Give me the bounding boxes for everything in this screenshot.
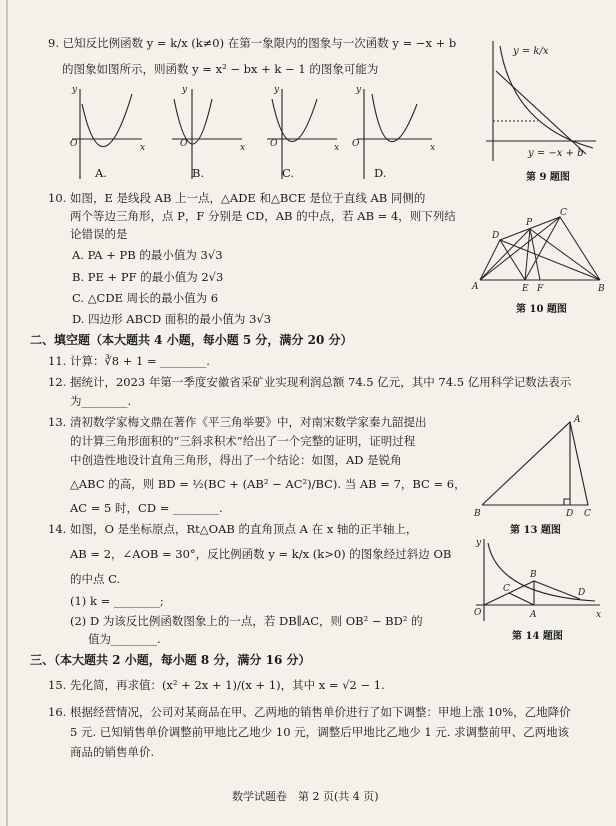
svg-text:O: O xyxy=(180,139,188,149)
svg-text:A: A xyxy=(472,282,479,292)
q16-line3: 商品的销售单价. xyxy=(70,745,155,759)
q13-line1: 13. 清初数学家梅文鼎在著作《平三角举要》中，对南宋数学家秦九韶提出 xyxy=(48,415,427,429)
q9-figure-line-label: y = −x + b xyxy=(528,148,584,159)
svg-text:A: A xyxy=(530,610,537,620)
q9-option-c: C. xyxy=(282,166,295,180)
svg-text:P: P xyxy=(526,218,533,228)
q11: 11. 计算：∛8 + 1 = ________. xyxy=(48,354,210,368)
svg-text:E: E xyxy=(522,284,529,294)
q16-line2: 5 元. 已知销售单价调整前甲地比乙地少 10 元，调整后甲地比乙地少 1 元. 求调整前甲、乙两地该 xyxy=(70,725,570,739)
svg-text:x: x xyxy=(334,143,340,153)
q10-option-a: A. PA + PB 的最小值为 3√3 xyxy=(72,248,223,262)
page-footer: 数学试题卷 第 2 页(共 4 页) xyxy=(232,790,379,803)
q12-line2: 为________. xyxy=(70,394,132,408)
q13-figure xyxy=(470,410,600,520)
q12-line1: 12. 据统计，2023 年第一季度安徽省采矿业实现利润总额 74.5 亿元，其中 74.5 亿用科学记数法表示 xyxy=(48,375,572,389)
q13-line2: 的计算三角形面积的“三斜求积术”给出了一个完整的证明，证明过程 xyxy=(70,434,416,448)
binding-line xyxy=(6,0,8,826)
svg-text:A: A xyxy=(574,415,581,425)
svg-text:y: y xyxy=(72,85,78,95)
svg-text:D: D xyxy=(578,588,586,598)
svg-text:D: D xyxy=(492,231,500,241)
q9-figure-curve-label: y = k/x xyxy=(513,46,549,57)
q14-line2: AB = 2，∠AOB = 30°，反比例函数 y = k/x (k>0) 的图象经过斜边 OB xyxy=(70,547,452,561)
svg-text:x: x xyxy=(596,610,602,620)
svg-text:y: y xyxy=(476,538,482,548)
section-3-heading: 三、（本大题共 2 小题，每小题 8 分，满分 16 分） xyxy=(30,653,311,667)
q10-option-b: B. PE + PF 的最小值为 2√3 xyxy=(72,270,224,284)
svg-text:C: C xyxy=(584,509,591,519)
svg-text:F: F xyxy=(537,284,544,294)
svg-text:x: x xyxy=(240,143,246,153)
q9-line2: 的图象如图所示，则函数 y = x² − bx + k − 1 的图象可能为 xyxy=(62,62,379,76)
q14-figure xyxy=(470,535,605,625)
svg-text:O: O xyxy=(270,139,278,149)
section-2-heading: 二、填空题（本大题共 4 小题，每小题 5 分，满分 20 分） xyxy=(30,333,353,347)
svg-text:y: y xyxy=(356,85,362,95)
svg-text:x: x xyxy=(140,143,146,153)
q10-figure-caption: 第 10 题图 xyxy=(516,304,567,315)
svg-text:O: O xyxy=(474,608,482,618)
q14-line4: (1) k = ________; xyxy=(70,594,164,608)
q13-figure-caption: 第 13 题图 xyxy=(510,525,561,536)
q10-option-d: D. 四边形 ABCD 面积的最小值为 3√3 xyxy=(72,312,272,326)
svg-text:y: y xyxy=(182,85,188,95)
q9-option-a: A. xyxy=(95,166,107,180)
svg-text:O: O xyxy=(352,139,360,149)
q10-option-c: C. △CDE 周长的最小值为 6 xyxy=(72,291,219,305)
q9-option-b: B. xyxy=(192,166,205,180)
svg-text:C: C xyxy=(560,208,567,218)
svg-text:O: O xyxy=(70,139,78,149)
q9-figure-caption: 第 9 题图 xyxy=(526,172,570,183)
q10-line1: 10. 如图，E 是线段 AB 上一点，△ADE 和△BCE 是位于直线 AB 同侧的 xyxy=(48,191,426,205)
q14-figure-caption: 第 14 题图 xyxy=(512,631,563,642)
q9-line1: 9. 已知反比例函数 y = k/x (k≠0) 在第一象限内的图象与一次函数 y = −x + b xyxy=(48,36,457,50)
q14-line5: (2) D 为该反比例函数图象上的一点，若 DB∥AC，则 OB² − BD² 的 xyxy=(70,614,423,628)
q10-line2: 两个等边三角形，点 P，F 分别是 CD，AB 的中点，若 AB = 4，则下列结 xyxy=(70,209,456,223)
svg-text:y: y xyxy=(274,85,280,95)
svg-text:B: B xyxy=(474,509,481,519)
q14-line3: 的中点 C. xyxy=(70,572,121,586)
q14-line1: 14. 如图，O 是坐标原点，Rt△OAB 的直角顶点 A 在 x 轴的正半轴上， xyxy=(48,522,418,536)
q15: 15. 先化简，再求值：(x² + 2x + 1)/(x + 1)，其中 x = √2 − 1. xyxy=(48,678,385,692)
q13-line4: △ABC 的高，则 BD = ½(BC + (AB² − AC²)/BC). 当 AB = 7，BC = 6， xyxy=(70,477,466,491)
svg-text:D: D xyxy=(566,509,574,519)
q10-line3: 论错误的是 xyxy=(70,227,128,241)
q14-line6: 值为________. xyxy=(88,632,161,646)
q13-line3: 中创造性地设计直角三角形，得出了一个结论：如图，AD 是锐角 xyxy=(70,453,402,467)
q13-line5: AC = 5 时，CD = ________. xyxy=(70,501,223,515)
svg-text:x: x xyxy=(430,143,436,153)
q9-option-d: D. xyxy=(374,166,387,180)
q16-line1: 16. 根据经营情况，公司对某商品在甲、乙两地的销售单价进行了如下调整：甲地上涨 10%，乙地降价 xyxy=(48,705,571,719)
q9-option-graphs xyxy=(62,84,472,184)
svg-text:B: B xyxy=(598,284,605,294)
svg-text:C: C xyxy=(503,584,510,594)
svg-text:B: B xyxy=(530,570,537,580)
q10-figure xyxy=(470,205,610,295)
